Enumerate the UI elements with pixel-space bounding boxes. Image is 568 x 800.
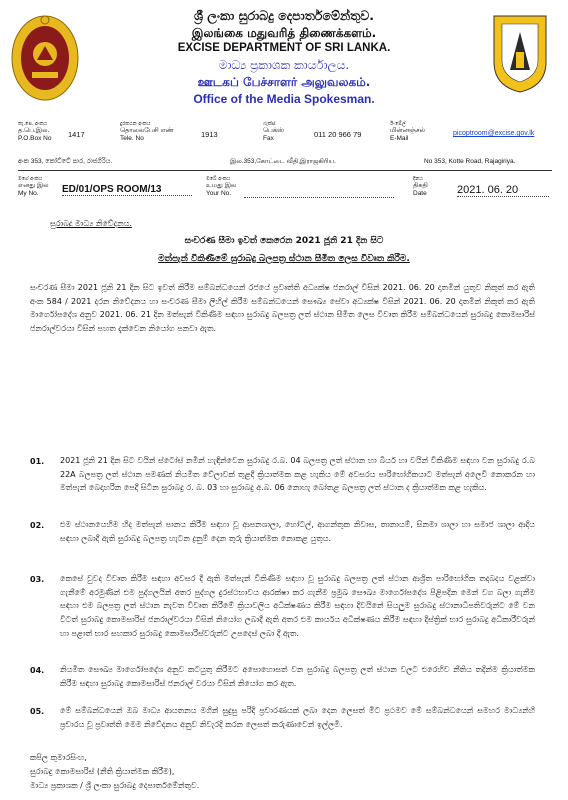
date-label: දිනය திகதி Date <box>413 176 428 197</box>
signature-block <box>30 751 199 793</box>
signatory-title: සුරාබදු කොමසාරිස් (නීති ක්‍රියාත්මක කිරීම), <box>30 767 175 776</box>
item-1-text: 2021 ජූනි 21 දින සිට වයින් ස්ටෝස් නමින් හැඳින්වෙන සුරාබදු ර.බ. 04 බලපත්‍ර ලත් ස්ථාන හා බියර් හා වයින් විකිණීම සඳහා වන සුරාබදු ර.බ 22A බලපත්‍ර ලත් ස්ථාන පමණක් නියමිත වේලාවක් තුළදී ක්‍රියාත්මක කළ හැකිය මේ අවසරය පාරිභෝගිකයාට මත්පැන් අලෙවි නොකරන හා මත්පැන් බෙදාහරින පෙදී සිටින සුරාබදු ර. බ. 03 හා සුරාබදු අ.බ. 06 නොහැ බෝතළ බලපත්‍ර ලත් ස්ථාන ද ක්‍රියාත්මක කළ හැකිය. <box>60 456 535 493</box>
item-2-text: එම ස්ථානයෙහිම හිද මත්පැන් පානය කිරීම සඳහා වූ ආපනශාලා, හෝටල්, ආගන්තුක නිවාස, තානායම්, සිනමා ශාලා හා සමාජ ශාලා ආදිය සඳහා ලබාදී ඇති සුරාබදු බලපත්‍ර හැටන ද්‍රනුම් දෙන තුරු ක්‍රියාත්මක නොකළ යුතුය. <box>60 520 535 543</box>
item-number: 05. <box>30 707 45 716</box>
tamil-office-name: ஊடகப் பேச்சாளர் அலுவலகம். <box>197 75 371 89</box>
my-number-label: මගේ අංකය எனது இல My No. <box>18 176 49 197</box>
item-number: 01. <box>30 457 45 466</box>
item-4-text: නියමිත සෞඛ්‍ය මාර්ගෝපදේශ අනුව කටයුතු කිරීමට අපොහොසත් වන සුරාබදු බලපත්‍ර ලත් ස්ථාන වලට එරෙහිව නීතිය තදින්ම ක්‍රියාත්මක කිරීම සඳහා සුරාබදු කොමසාරිස් ජනරාල් වරයා විසින් නියෝග කර ඇත. <box>60 665 535 688</box>
telephone-value: 1913 <box>201 130 218 139</box>
fax-label: ෆැක්ස් பெக்ஸ் Fax <box>263 121 285 142</box>
signatory-name: කපිල කුමාරසිංහ, <box>30 753 87 762</box>
item-5-text: මේ සම්බන්ධයෙන් ඔබ මාධ්‍ය ආයතනය මගින් සුදුසු පරිදි ප්‍රචාරණයක් ලබා දෙන ලෙසත් මීට ප්‍රථමව මේ සම්බන්ධයෙන් සමහර මාධ්‍යන්හි ප්‍රචාරය වූ ප්‍රවෘත්ති මෙම නිවේදනය අනුව නිවැරදි කරන ලෙසත් කරුණාවෙන් ඉල්ලමි. <box>60 706 535 729</box>
your-number-label: ඔබේ අංකය உமது இல Your No. <box>206 176 237 197</box>
signatory-office: මාධ්‍ය ප්‍රකාශක / ශ්‍රී ලංකා සුරාබදු දෙපාර්තමේන්තුව. <box>30 781 200 790</box>
item-3-text: කෙසේ වුවද විවෘත කිරීම සඳහා අවසර දී ඇති මත්පැන් විකිණීම සඳහා වූ සුරාබදු බලපත්‍ර ලත් ස්ථාන ආශ්‍රිත පාරිභෝගික තදබදය වළක්වා ගැනීමේ අරමුණින් එම පුද්ගලයින් අතර පුද්ගල දුරස්ථභාවය ආරක්ෂා කර ගැනීම ප්‍රමුඛ සෞඛ්‍ය මාර්ගෝපදේශ පිළිපදින මෙන් වග බලා ගැනීම සඳහා එම බලපත්‍ර ලත් ස්ථාන නැවත විවෘත කිරීමේ ක්‍රියාවලිය අධීක්ෂණය කිරීම සඳහා දිවයිනේ සියලුම සුරාබදු ස්ථානාධිපතිවරුන්ට මේ වන විටත් සුරාබදු කොමසාරිස් ජනරාල්වරයා විසින් නියෝග ලබාදී ඇති අතර එම කාර්යය අධීක්ෂණය කිරීම සඳහා දිස්ත්‍රික් භාර සුරාබදු අධිකාරීවරුන් හා පළාත් භාර සහකාර සුරාබදු කොමසාරිස්වරුන්ට උපදෙස් ලබා දී ඇත. <box>60 574 535 638</box>
sinhala-office-name: මාධ්‍ය ප්‍රකාශක කාර්යාලය. <box>218 58 350 72</box>
address-sinhala: අංක 353, කෝට්ටේ පාර, රාජගිරිය. <box>18 158 113 165</box>
notice-title-line-1: සංචරණ සීමා ඉවත් කෙරෙන 2021 ජූනි 21 දින සිට <box>184 236 384 246</box>
tamil-department-name: இலங்கை மதுவரித் திணைக்களம். <box>191 26 377 40</box>
recipient-line: සුරාබදු මාධ්‍ය නිවේදනය. <box>50 219 132 228</box>
item-number: 03. <box>30 575 45 584</box>
english-office-name: Office of the Media Spokesman. <box>193 92 375 106</box>
item-number: 02. <box>30 521 45 530</box>
item-number: 04. <box>30 666 45 675</box>
english-department-name: EXCISE DEPARTMENT OF SRI LANKA. <box>177 42 391 54</box>
intro-paragraph: සංචරණ සීමා 2021 ජූනි 21 දින සිට ඉවත් කිරීම සම්බන්ධයෙන් රජයේ ප්‍රවෘත්ති අධ්‍යක්ෂ ජනරාල් විසින් 2021. 06. 20 දාතමින් යුතුව නිකුත් කර ඇති අංක 584 / 2021 දරන නිවේදනය හා සංචරණ සීමා ලිහිල් කිරීම සම්බන්ධයෙන් සෞඛ්‍ය සේවා අධ්‍යක්ෂ විසින් 2021. 06. 20 දාතමින් නිකුත් කර ඇති මාර්ගෝපදේශ අනුව 2021. 06. 21 දින මත්පැන් විකිණීම සඳහා සුරාබදු බලපත්‍ර ලත් ස්ථාන සීමිත ලෙස විවෘත කිරීම සම්බන්ධයෙන් සුරාබදු කොමසාරිස් ජනරාල්වරයා විසින් පහත දැක්වෙන නියෝග පනවා ඇත. <box>30 283 535 334</box>
email-link[interactable]: picoptroom@excise.gov.lk <box>453 130 535 137</box>
address-english: No 353, Kotte Road, Rajagiriya. <box>424 158 516 165</box>
fax-value: 011 20 966 79 <box>314 130 362 139</box>
notice-title-line-2: මත්පැන් විකිණීමේ සුරාබදු බලපත්‍ර ස්ථාන සීමිත ලෙස විවෘත කිරීම. <box>158 254 410 264</box>
email-label: ඊ-මේල් மின்னஞ்சல் E-Mail <box>390 121 425 142</box>
sinhala-department-name: ශ්‍රී ලංකා සුරාබදු දෙපාර්තමේන්තුව. <box>194 8 374 23</box>
address-tamil: இல.353,கோட்டை வீதி,இராஜகிரிய. <box>230 158 336 165</box>
header-divider <box>18 170 552 171</box>
my-number-value: ED/01/OPS ROOM/13 <box>62 184 192 196</box>
pobox-value: 1417 <box>68 130 85 139</box>
telephone-label: දුරකථන අංකය தொலைபேசி எண் Tele. No <box>120 121 174 142</box>
date-value: 2021. 06. 20 <box>457 184 549 197</box>
your-number-value <box>244 196 394 198</box>
pobox-label: තැ.පෙ. අංකය த.பெ.இல. P.O.Box No <box>18 121 52 142</box>
